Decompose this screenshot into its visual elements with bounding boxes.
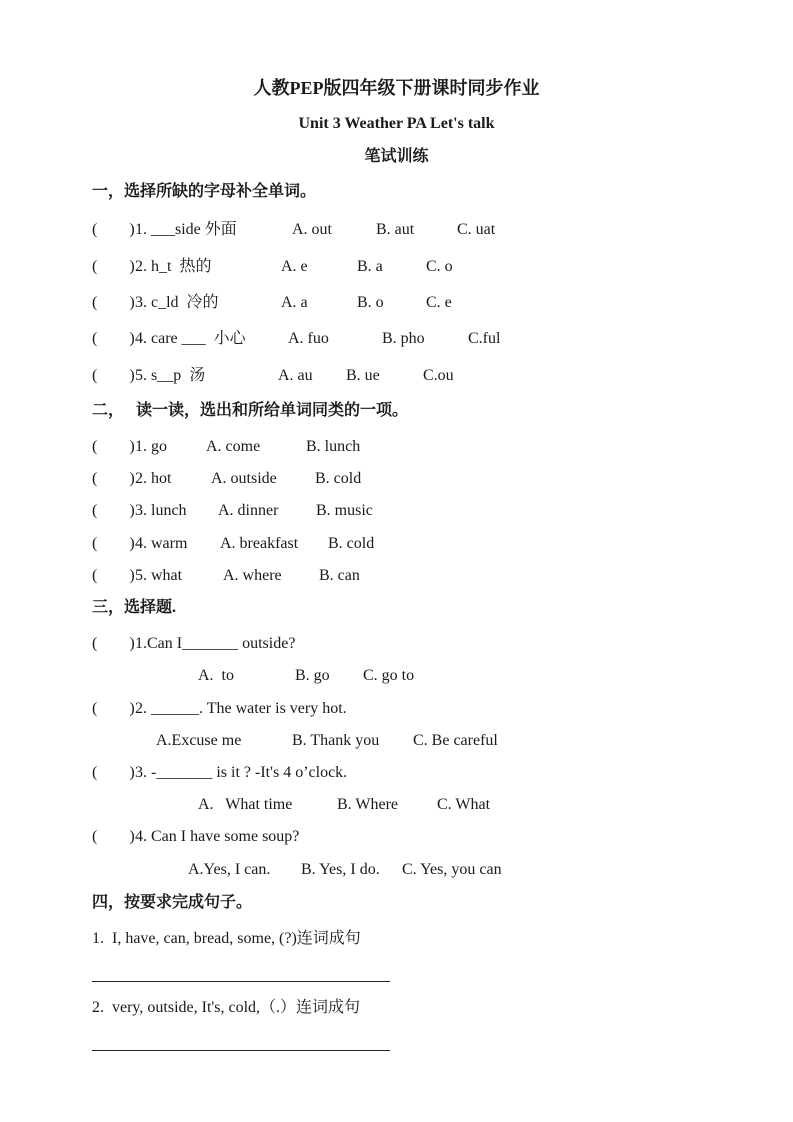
option-a: A. out <box>292 221 332 238</box>
unit-subtitle: Unit 3 Weather PA Let's talk <box>298 115 495 132</box>
worksheet-title: 人教PEP版四年级下册课时同步作业 <box>253 78 540 98</box>
option-a: A. au <box>278 367 313 384</box>
part4-heading: 四，按要求完成句子。 <box>92 894 253 911</box>
option-c: C. e <box>426 294 452 311</box>
option-a: A. where <box>223 567 282 584</box>
answer-bracket[interactable]: ( ) <box>92 502 135 519</box>
question-stem: 4. care ___ 小心 <box>135 330 246 347</box>
sentence-task-1: 1. I, have, can, bread, some, (?)连词成句 <box>92 930 361 947</box>
option-b: B. cold <box>328 535 375 552</box>
answer-bracket[interactable]: ( ) <box>92 567 135 584</box>
option-c: C. Be careful <box>413 732 498 749</box>
section-name: 笔试训练 <box>364 148 429 165</box>
option-b: B. music <box>316 502 373 519</box>
option-a: A. a <box>281 294 308 311</box>
question-stem: 1. ___side 外面 <box>135 221 237 238</box>
question-stem: 3. c_ld 冷的 <box>135 294 219 311</box>
answer-line-2[interactable] <box>92 1050 390 1051</box>
question-stem: 5. what <box>135 567 183 584</box>
option-b: B. pho <box>382 330 425 347</box>
option-a: A. come <box>206 438 261 455</box>
question-stem: 1. go <box>135 438 167 455</box>
option-b: B. go <box>295 667 330 684</box>
part1-heading: 一，选择所缺的字母补全单词。 <box>92 183 317 200</box>
part2-heading: 二， 读一读，选出和所给单词同类的一项。 <box>92 402 409 419</box>
answer-bracket[interactable]: ( ) <box>92 258 135 275</box>
option-b: B. Thank you <box>292 732 380 749</box>
answer-bracket[interactable]: ( ) <box>92 535 135 552</box>
option-c: C. What <box>437 796 491 813</box>
answer-bracket[interactable]: ( ) <box>92 635 135 652</box>
question-stem: 2. h_t 热的 <box>135 258 212 275</box>
option-b: B. o <box>357 294 384 311</box>
option-a: A. e <box>281 258 308 275</box>
answer-bracket[interactable]: ( ) <box>92 221 135 238</box>
answer-bracket[interactable]: ( ) <box>92 764 135 781</box>
question-stem: 2. ______. The water is very hot. <box>135 700 347 717</box>
option-c: C.ou <box>423 367 454 384</box>
answer-line-1[interactable] <box>92 981 390 982</box>
question-stem: 1.Can I_______ outside? <box>135 635 296 652</box>
answer-bracket[interactable]: ( ) <box>92 700 135 717</box>
option-b: B. lunch <box>306 438 361 455</box>
question-stem: 4. warm <box>135 535 188 552</box>
option-b: B. aut <box>376 221 415 238</box>
option-c: C.ful <box>468 330 501 347</box>
option-b: B. Yes, I do. <box>301 861 380 878</box>
question-stem: 4. Can I have some soup? <box>135 828 300 845</box>
part3-heading: 三，选择题. <box>92 599 177 616</box>
answer-bracket[interactable]: ( ) <box>92 470 135 487</box>
answer-bracket[interactable]: ( ) <box>92 367 135 384</box>
answer-bracket[interactable]: ( ) <box>92 294 135 311</box>
option-c: C. go to <box>363 667 415 684</box>
option-a: A. breakfast <box>220 535 299 552</box>
option-a: A. fuo <box>288 330 329 347</box>
option-c: C. o <box>426 258 453 275</box>
option-b: B. can <box>319 567 360 584</box>
question-stem: 3. -_______ is it ? -It's 4 o’clock. <box>135 764 348 781</box>
option-b: B. Where <box>337 796 399 813</box>
option-c: C. Yes, you can <box>402 861 502 878</box>
option-a: A.Excuse me <box>156 732 242 749</box>
option-a: A. outside <box>211 470 277 487</box>
option-a: A.Yes, I can. <box>188 861 271 878</box>
answer-bracket[interactable]: ( ) <box>92 828 135 845</box>
option-a: A. What time <box>198 796 293 813</box>
option-b: B. cold <box>315 470 362 487</box>
option-b: B. ue <box>346 367 380 384</box>
question-stem: 2. hot <box>135 470 172 487</box>
sentence-task-2: 2. very, outside, It's, cold,（.）连词成句 <box>92 999 361 1016</box>
question-stem: 5. s__p 汤 <box>135 367 206 384</box>
option-b: B. a <box>357 258 383 275</box>
answer-bracket[interactable]: ( ) <box>92 330 135 347</box>
option-a: A. dinner <box>218 502 279 519</box>
option-a: A. to <box>198 667 234 684</box>
option-c: C. uat <box>457 221 496 238</box>
question-stem: 3. lunch <box>135 502 187 519</box>
answer-bracket[interactable]: ( ) <box>92 438 135 455</box>
